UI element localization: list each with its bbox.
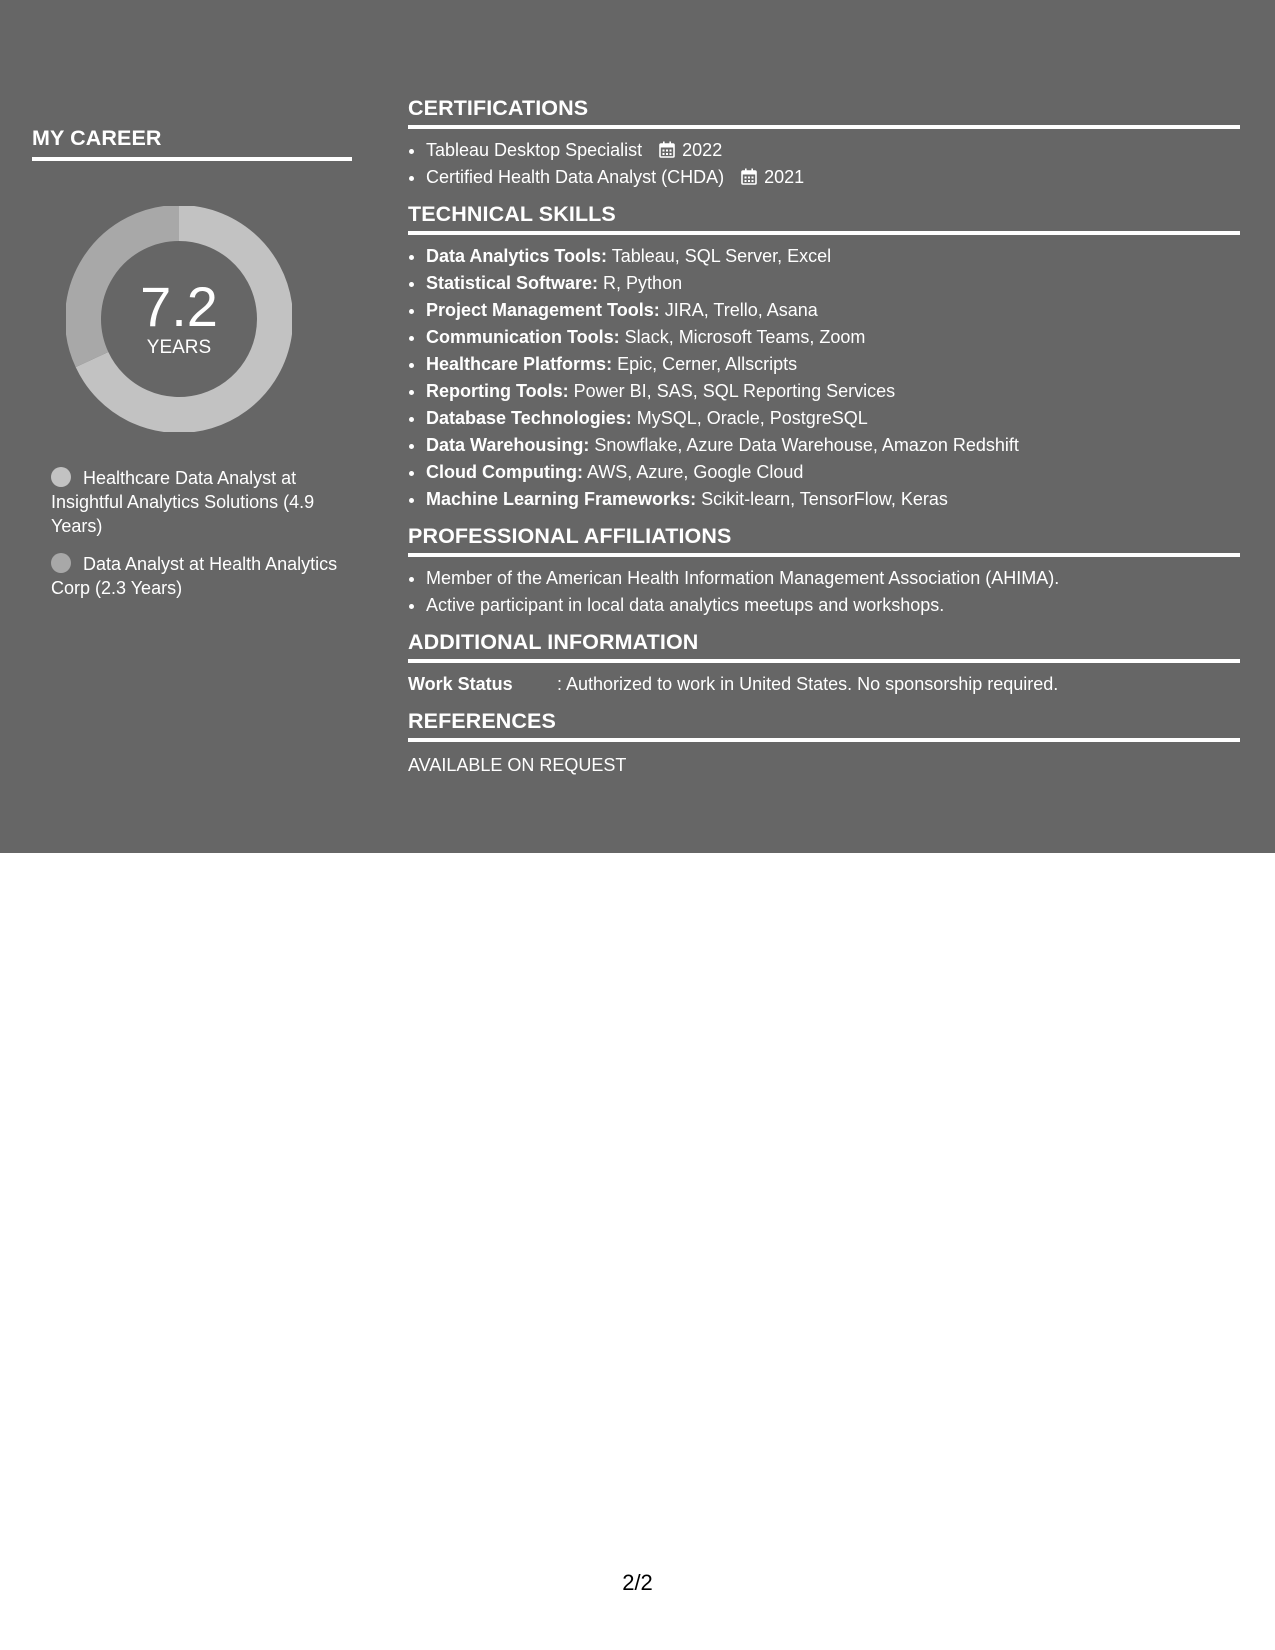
list-item (426, 164, 1240, 191)
affiliations-title: PROFESSIONAL AFFILIATIONS (408, 524, 1240, 557)
legend-item (51, 466, 341, 538)
references-text: AVAILABLE ON REQUEST (408, 755, 627, 775)
skill-value: R, Python (598, 273, 683, 293)
certifications-title: CERTIFICATIONS (408, 96, 1240, 129)
skill-label: Statistical Software: (426, 273, 599, 293)
skill-value: Power BI, SAS, SQL Reporting Services (568, 381, 896, 401)
affiliations-list (408, 565, 1240, 619)
certifications-section (408, 96, 1240, 191)
skill-value: MySQL, Oracle, PostgreSQL (631, 408, 868, 428)
skill-value: Epic, Cerner, Allscripts (612, 354, 798, 374)
skill-value: Tableau, SQL Server, Excel (607, 246, 832, 266)
references-title: REFERENCES (408, 709, 1240, 742)
skill-label: Data Warehousing: (426, 435, 590, 455)
legend-label: Data Analyst at Health Analytics Corp (2.3 Years) (51, 554, 338, 598)
work-status-value: : Authorized to work in United States. No sponsorship required. (557, 674, 1059, 694)
main-column (408, 96, 1240, 790)
list-item (426, 432, 1240, 459)
skill-label: Data Analytics Tools: (426, 246, 608, 266)
list-item (426, 351, 1240, 378)
skill-value: Snowflake, Azure Data Warehouse, Amazon Redshift (589, 435, 1019, 455)
skill-label: Cloud Computing: (426, 462, 583, 482)
legend-dot-icon (51, 553, 71, 573)
skill-label: Database Technologies: (426, 408, 632, 428)
skill-value: Slack, Microsoft Teams, Zoom (619, 327, 866, 347)
work-status-row (408, 671, 1240, 698)
list-item (426, 137, 1240, 164)
certification-year: 2021 (764, 167, 805, 187)
list-item (426, 405, 1240, 432)
career-total-unit: YEARS (146, 337, 212, 358)
certification-year: 2022 (682, 140, 723, 160)
legend-dot-icon (51, 467, 71, 487)
list-item (426, 270, 1240, 297)
career-total-value: 7.2 (140, 275, 218, 338)
legend-item (51, 552, 341, 600)
work-status-label: Work Status (408, 674, 513, 694)
legend-label: Healthcare Data Analyst at Insightful Analytics Solutions (4.9 Years) (51, 468, 315, 536)
calendar-icon (659, 141, 675, 158)
list-item: • Member of the American Health Information Management Association (AHIMA). (426, 565, 1240, 592)
certification-name: Tableau Desktop Specialist (426, 140, 643, 160)
skill-label: Healthcare Platforms: (426, 354, 613, 374)
skill-label: Communication Tools: (426, 327, 620, 347)
certification-name: Certified Health Data Analyst (CHDA) (426, 167, 725, 187)
certifications-list (408, 137, 1240, 191)
list-item (426, 459, 1240, 486)
list-item (426, 297, 1240, 324)
career-title: MY CAREER (32, 126, 352, 161)
skills-list (408, 243, 1240, 513)
skills-title: TECHNICAL SKILLS (408, 202, 1240, 235)
skill-label: Machine Learning Frameworks: (426, 489, 697, 509)
list-item (426, 324, 1240, 351)
donut-center (66, 275, 292, 361)
calendar-icon (741, 168, 757, 185)
list-item (426, 486, 1240, 513)
list-item (426, 243, 1240, 270)
skill-label: Reporting Tools: (426, 381, 569, 401)
skill-value: Scikit-learn, TensorFlow, Keras (696, 489, 948, 509)
page-number: 2/2 (622, 1570, 653, 1595)
skill-value: AWS, Azure, Google Cloud (582, 462, 804, 482)
career-legend (51, 466, 341, 614)
additional-section (408, 630, 1240, 698)
additional-title: ADDITIONAL INFORMATION (408, 630, 1240, 663)
career-column (32, 126, 352, 598)
career-donut-chart (66, 206, 292, 432)
references-section (408, 709, 1240, 779)
skill-label: Project Management Tools: (426, 300, 660, 320)
skill-value: JIRA, Trello, Asana (659, 300, 818, 320)
skills-section (408, 202, 1240, 513)
list-item: • Active participant in local data analytics meetups and workshops. (426, 592, 1240, 619)
affiliations-section (408, 524, 1240, 619)
list-item (426, 378, 1240, 405)
